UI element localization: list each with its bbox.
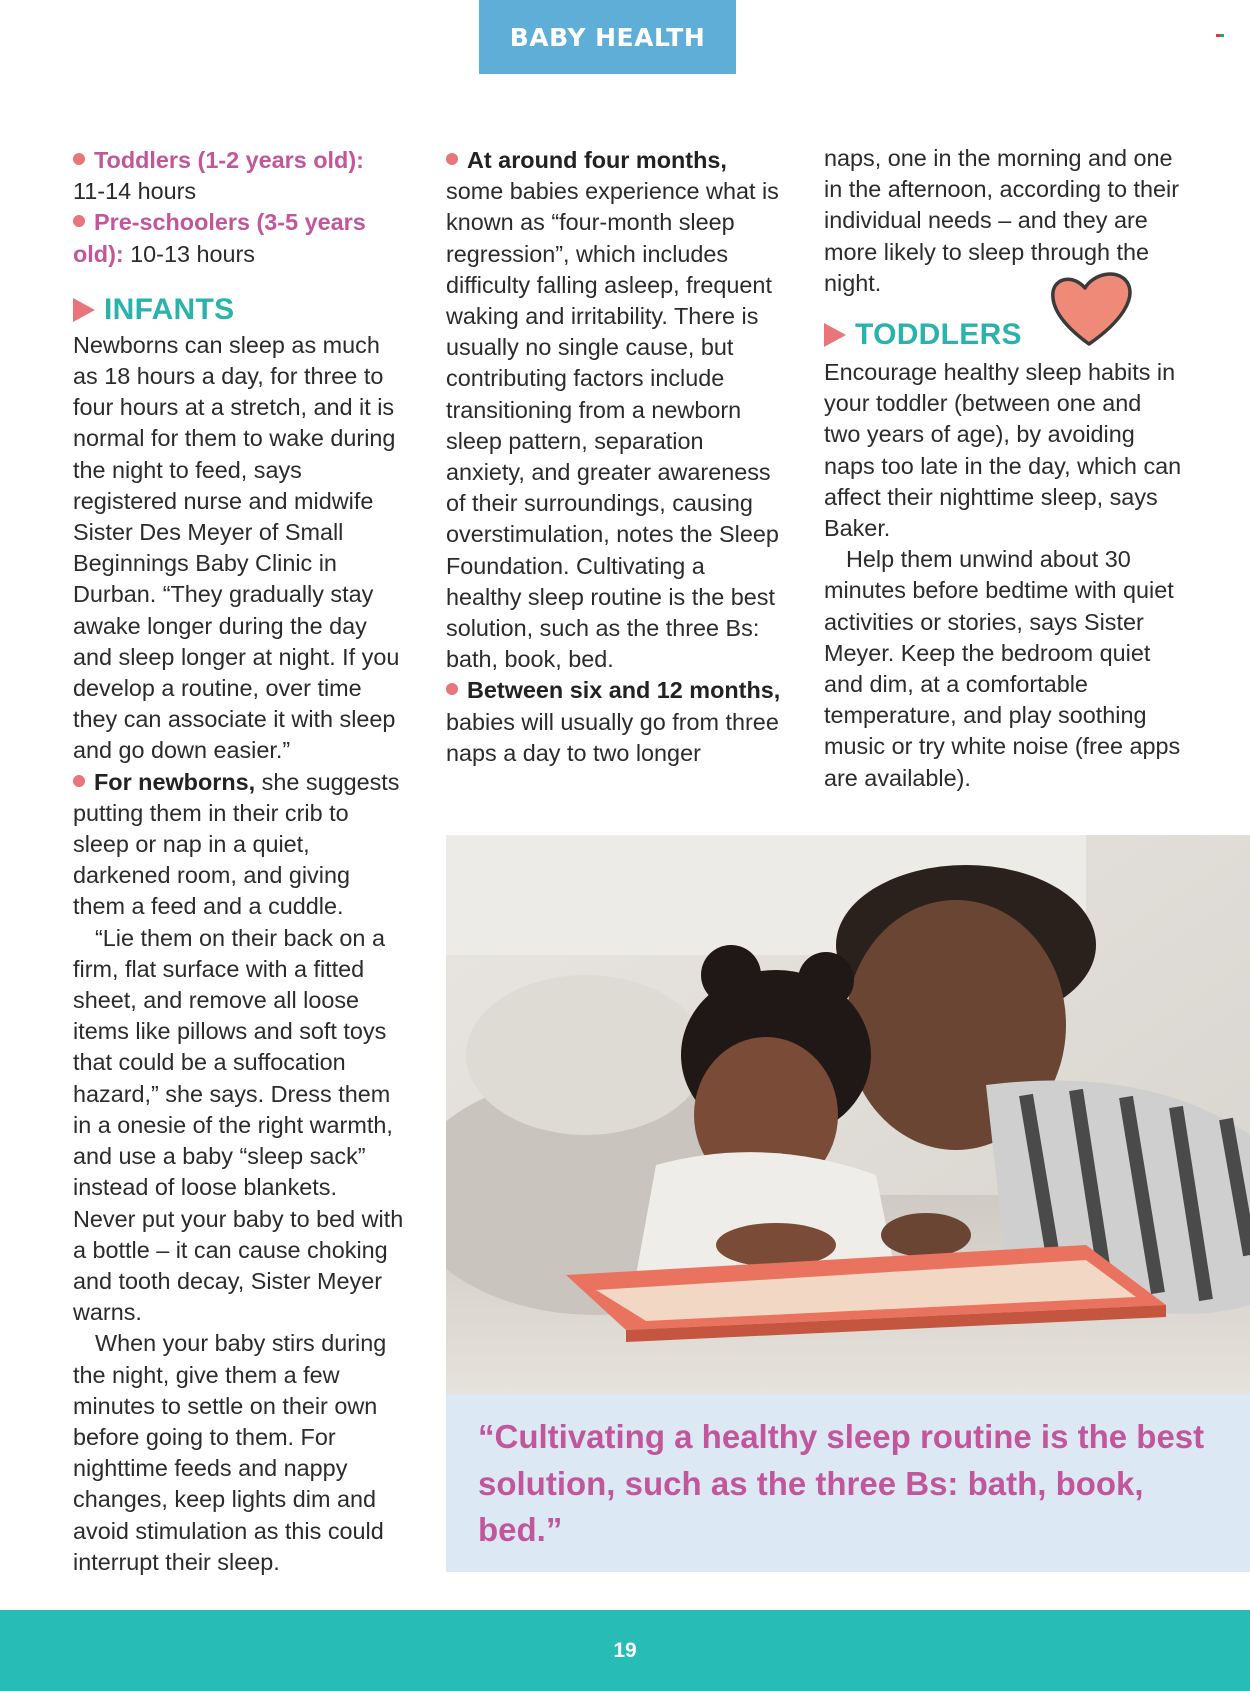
infants-paragraph-3: “Lie them on their back on a firm, flat surface with a fitted sheet, and remove all loose items like pillows and soft toys that could be a suffocation hazard,” she says. Dress them in a onesie of the right warmth, and use a baby “sleep sack” instead of loose blankets. Never put your baby to bed with a bottle – it can cause choking and tooth decay, Sister Meyer warns.: [73, 924, 404, 1326]
four-months-paragraph: [446, 145, 786, 675]
toddlers-value: 11-14 hours: [73, 178, 197, 205]
preschoolers-label: Pre-schoolers (3-5 years old):: [73, 209, 366, 267]
four-months-text: some babies experience what is known as “four-month sleep regression”, which includes difficulty falling asleep, frequent waking and irritability. There is usually no single cause, but contributing factors include transitioning from a newborn sleep pattern, separation anxiety, and greater awareness of their surroundings, causing overstimulation, notes the Sleep Foundation. Cultivating a healthy sleep routine is the best solution, such as the three Bs: bath, book, bed.: [446, 178, 779, 673]
toddlers-paragraph-2: Help them unwind about 30 minutes before bedtime with quiet activities or stories, says Sister Meyer. Keep the bedroom quiet and dim, at a comfortable temperature, and play soothing music or try white noise (free apps are available).: [824, 546, 1181, 791]
toddlers-paragraph-1: Encourage healthy sleep habits in your toddler (between one and two years of age), by avoiding naps too late in the day, which can affect their nighttime sleep, says Baker.: [824, 359, 1182, 542]
infants-paragraph-4: When your baby stirs during the night, give them a few minutes to settle on their own before going to them. For nighttime feeds and nappy changes, keep lights dim and avoid stimulation as this could interrupt their sleep.: [73, 1330, 387, 1575]
triangle-arrow-icon: [73, 298, 95, 322]
heading-infants-text: INFANTS: [104, 293, 235, 327]
age-item-toddlers: [73, 145, 405, 207]
section-tab: [479, 0, 736, 74]
pull-quote-box: [446, 1394, 1250, 1572]
heart-icon: [1047, 266, 1135, 350]
column-1: [73, 145, 405, 1578]
infants-paragraph-1: Newborns can sleep as much as 18 hours a day, for three to four hours at a stretch, and it is normal for them to wake during the night to feed, says registered nurse and midwife Sister Des Meyer of Small Beginnings Baby Clinic in Durban. “They gradually stay awake longer during the day and sleep longer at night. If you develop a routine, over time they can associate it with sleep and go down easier.”: [73, 331, 400, 764]
age-item-preschoolers: [73, 207, 405, 269]
naps-continued-paragraph: naps, one in the morning and one in the afternoon, according to their individual needs – and they are more likely to sleep through the night.: [824, 145, 1179, 296]
column-2: [446, 145, 786, 769]
six-twelve-months-paragraph: [446, 675, 786, 769]
six-twelve-lead: Between six and 12 months,: [467, 677, 781, 704]
bullet-dot: [446, 683, 458, 695]
mother-child-reading-photo: [446, 835, 1250, 1394]
newborns-lead: For newborns,: [94, 768, 256, 795]
six-twelve-text: babies will usually go from three naps a day to two longer: [446, 708, 779, 766]
infants-paragraph-2: [73, 767, 405, 923]
heading-toddlers-text: TODDLERS: [855, 318, 1022, 352]
footer-bar: [0, 1610, 1250, 1691]
triangle-arrow-icon: [824, 323, 846, 347]
corner-color-mark: [1216, 34, 1224, 40]
bullet-dot: [73, 215, 85, 227]
bullet-dot: [73, 153, 85, 165]
toddlers-label: Toddlers (1-2 years old):: [94, 147, 364, 173]
page-number: 19: [613, 1638, 637, 1662]
preschoolers-value: 10-13 hours: [130, 240, 255, 267]
section-tab-label: BABY HEALTH: [509, 22, 706, 52]
pull-quote-text: “Cultivating a healthy sleep routine is the best solution, such as the three Bs: bath, book, bed.”: [478, 1418, 1205, 1548]
bullet-dot: [73, 775, 85, 787]
four-months-lead: At around four months,: [467, 147, 727, 173]
column-3: [824, 143, 1184, 794]
newborns-text: she suggests putting them in their crib to sleep or nap in a quiet, darkened room, and giving them a feed and a cuddle.: [73, 768, 400, 920]
heading-infants: [73, 288, 405, 332]
bullet-dot: [446, 153, 458, 165]
